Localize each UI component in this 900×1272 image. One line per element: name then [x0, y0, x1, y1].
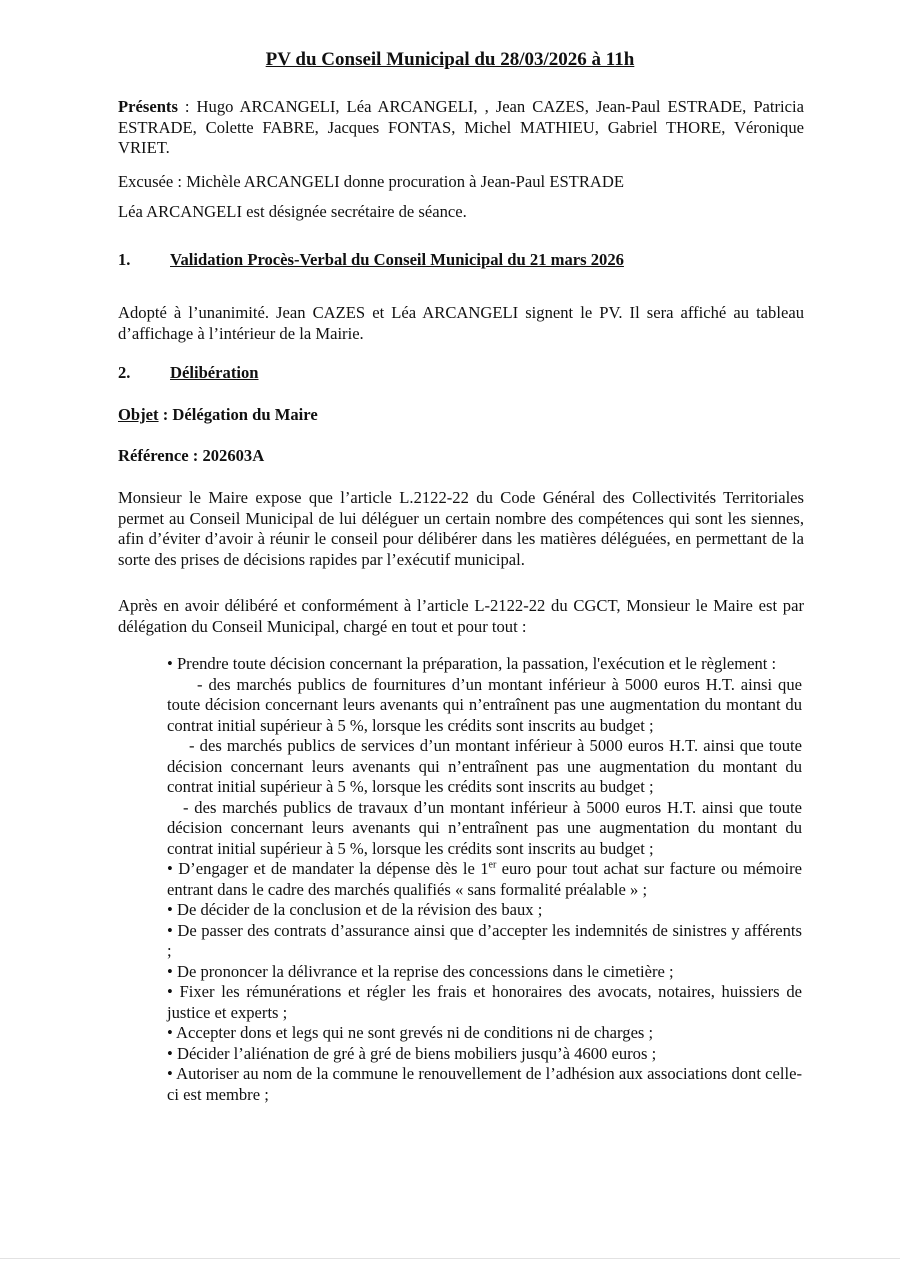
secretaire-line: Léa ARCANGELI est désignée secrétaire de séance. [118, 202, 467, 221]
presents-text: : Hugo ARCANGELI, Léa ARCANGELI, , Jean CAZES, Jean-Paul ESTRADE, Patricia ESTRADE, Colette FABRE, Jacques FONTAS, Michel MATHIEU, Gabriel THORE, Véronique VRIET. [118, 97, 804, 157]
delegation-list [167, 654, 802, 1105]
list-subitem-travaux: - des marchés publics de travaux d’un montant inférieur à 5000 euros H.T. ainsi que toute décision concernant leurs avenants qui n’entraînent pas une augmentation du montant du contrat initial supérieur à 5 %, lorsque les crédits sont inscrits au budget ; [167, 797, 802, 858]
excusee-line: Excusée : Michèle ARCANGELI donne procuration à Jean-Paul ESTRADE [118, 172, 624, 191]
list-item [167, 859, 802, 900]
document-title: PV du Conseil Municipal du 28/03/2026 à 11h [265, 49, 635, 70]
expose-paragraph: Monsieur le Maire expose que l’article L.2122-22 du Code Général des Collectivités Territoriales permet au Conseil Municipal de lui déléguer un certain nombre des compétences qui sont les siennes, afin d’éviter d’avoir à réunir le conseil pour délibérer dans les matières déléguées, en permettant de la sorte des prises de décisions rapides par l’exécutif municipal. [118, 488, 804, 569]
bullet2-post: euro pour tout achat sur facture ou mémoire entrant dans le cadre des marchés qualifiés « sans formalité préalable » ; [167, 859, 802, 899]
section-2-number: 2. [118, 363, 131, 382]
list-subitem-fournitures: - des marchés publics de fournitures d’un montant inférieur à 5000 euros H.T. ainsi que toute décision concernant leurs avenants qui n’entraînent pas une augmentation du montant du contrat initial supérieur à 5 %, lorsque les crédits sont inscrits au budget ; [167, 674, 802, 735]
list-item: • De prononcer la délivrance et la reprise des concessions dans le cimetière ; [167, 961, 674, 981]
section-2-heading [118, 363, 259, 384]
list-item: • Autoriser au nom de la commune le renouvellement de l’adhésion aux associations dont celle-ci est membre ; [167, 1064, 802, 1104]
objet-text: : Délégation du Maire [158, 405, 318, 424]
reference-line: Référence : 202603A [118, 446, 265, 465]
list-item: • Prendre toute décision concernant la préparation, la passation, l'exécution et le règlement : [167, 654, 777, 673]
bullet2-sup: er [488, 859, 497, 871]
section-2-title: Délibération [170, 363, 259, 382]
list-subitem-services: - des marchés publics de services d’un montant inférieur à 5000 euros H.T. ainsi que toute décision concernant leurs avenants qui n’entraînent pas une augmentation du montant du contrat initial supérieur à 5 %, lorsque les crédits sont inscrits au budget ; [167, 736, 802, 796]
objet-line [118, 405, 318, 426]
list-item: • Accepter dons et legs qui ne sont grevés ni de conditions ni de charges ; [167, 1023, 654, 1042]
section-1-body: Adopté à l’unanimité. Jean CAZES et Léa ARCANGELI signent le PV. Il sera affiché au tableau d’affichage à l’intérieur de la Mairie. [118, 303, 804, 343]
list-item: • De passer des contrats d’assurance ainsi que d’accepter les indemnités de sinistres y afférents ; [167, 920, 802, 960]
section-1-heading [118, 250, 624, 271]
section-1-title: Validation Procès-Verbal du Conseil Municipal du 21 mars 2026 [170, 250, 624, 269]
objet-label: Objet [118, 405, 159, 424]
presents-paragraph [118, 97, 804, 159]
bullet2-pre: • D’engager et de mandater la dépense dès le 1 [167, 859, 489, 878]
deliberation-paragraph: Après en avoir délibéré et conformément à l’article L-2122-22 du CGCT, Monsieur le Maire est par délégation du Conseil Municipal, chargé en tout et pour tout : [118, 596, 804, 636]
list-item: • De décider de la conclusion et de la révision des baux ; [167, 900, 543, 919]
list-item: • Décider l’aliénation de gré à gré de biens mobiliers jusqu’à 4600 euros ; [167, 1043, 657, 1063]
presents-label: Présents [118, 97, 178, 116]
page-edge-divider [0, 1258, 900, 1259]
section-1-number: 1. [118, 250, 131, 269]
list-item: • Fixer les rémunérations et régler les frais et honoraires des avocats, notaires, huissiers de justice et experts ; [167, 982, 802, 1022]
